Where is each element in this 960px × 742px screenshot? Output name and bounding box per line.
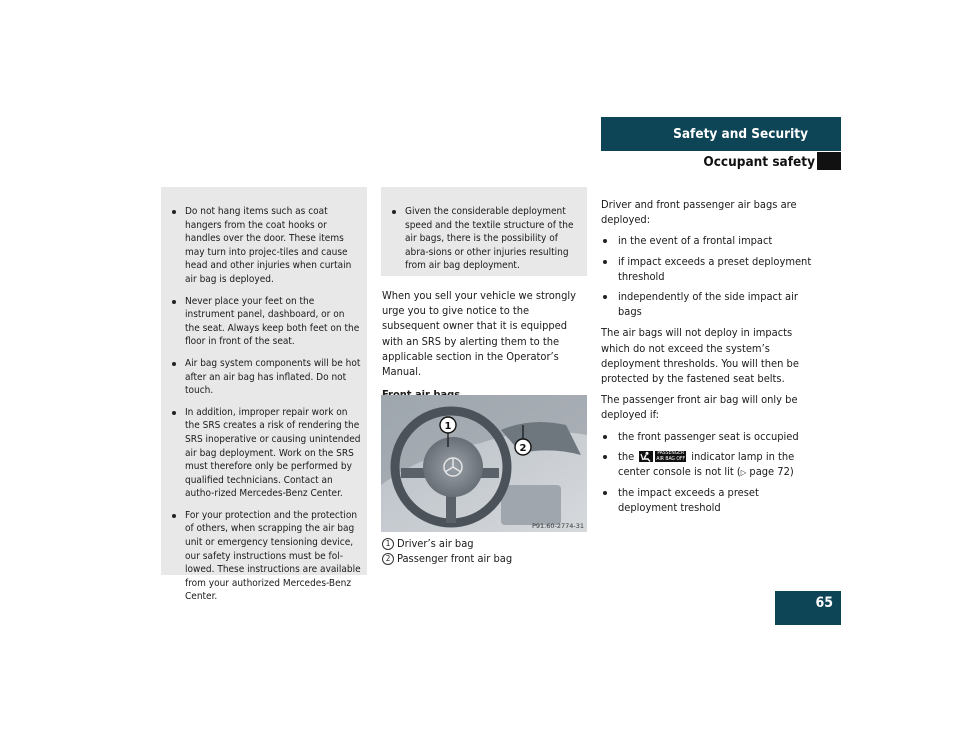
passenger-condition-intro: The passenger front air bag will only be deployed if: bbox=[601, 393, 798, 422]
condition-item-lamp bbox=[601, 449, 816, 480]
warning-item: Air bag system components will be hot after an air bag has inflated. Do not touch. bbox=[170, 357, 361, 398]
warning-item: In addition, improper repair work on the SRS creates a risk of rendering the SRS inoperative or causing unintended air bag deployment. Work on the SRS must therefore only be performed by qualified technicians. Contact an autho-rized Mercedes-Benz Center. bbox=[170, 406, 361, 501]
threshold-paragraph: The air bags will not deploy in impacts which do not exceed the system’s deployment thresholds. You will then be protected by the fastened seat belts. bbox=[601, 326, 799, 386]
warning-box-middle bbox=[381, 187, 587, 276]
warning-item: For your protection and the protection of others, when scrapping the air bag unit or emergency tensioning device, our safety instructions must be fol-lowed. These instructions are available from your authorized Mercedes-Benz Center. bbox=[170, 509, 361, 604]
column-middle bbox=[382, 288, 588, 408]
caption-row bbox=[382, 551, 588, 566]
caption-number: 2 bbox=[382, 553, 394, 565]
caption-row bbox=[382, 536, 588, 551]
seat-person-icon bbox=[639, 451, 653, 462]
warning-list-middle bbox=[390, 205, 581, 273]
section-header bbox=[601, 117, 841, 151]
section-title: Safety and Security bbox=[673, 126, 808, 142]
section-marker bbox=[817, 152, 841, 170]
deploy-list bbox=[601, 233, 816, 319]
condition-item: the front passenger seat is occupied bbox=[601, 429, 816, 444]
callout-label-2: 2 bbox=[519, 443, 527, 454]
figure-captions bbox=[382, 536, 588, 566]
passenger-conditions-list bbox=[601, 429, 816, 516]
figure-code: P91.60-2774-31 bbox=[531, 522, 584, 530]
condition-text-pre: the bbox=[618, 449, 635, 463]
sale-notice-paragraph: When you sell your vehicle we strongly urge you to give notice to the subsequent owner that it is equipped with an SRS by alerting them to the applicable section in the Operator’s Manual. bbox=[382, 289, 576, 379]
condition-text-post: indicator lamp in the center console is not lit ( bbox=[618, 449, 795, 479]
warning-box-left bbox=[161, 187, 367, 603]
caption-number: 1 bbox=[382, 538, 394, 550]
deploy-item: if impact exceeds a preset deployment threshold bbox=[601, 254, 816, 284]
deploy-item: in the event of a frontal impact bbox=[601, 233, 816, 248]
page-reference[interactable]: page 72) bbox=[749, 465, 794, 479]
warning-item: Do not hang items such as coat hangers from the coat hooks or handles over the door. These items may turn into projec-tiles and cause head and other injuries when curtain air bag is deployed. bbox=[170, 205, 361, 287]
warning-item: Given the considerable deployment speed and the textile structure of the air bags, there is the possibility of abra-sions or other injuries resulting from air bag deployment. bbox=[390, 205, 581, 273]
caption-text: Passenger front air bag bbox=[397, 552, 513, 566]
steering-wheel-figure bbox=[381, 395, 587, 532]
center-console bbox=[501, 485, 561, 525]
passenger-airbag-off-lamp-icon bbox=[639, 451, 686, 462]
page-ref-triangle-icon: ▷ bbox=[740, 468, 747, 478]
deploy-item: independently of the side impact air bags bbox=[601, 289, 816, 319]
deploy-intro: Driver and front passenger air bags are deployed: bbox=[601, 198, 797, 227]
column-right bbox=[601, 197, 816, 522]
condition-item: the impact exceeds a preset deployment treshold bbox=[601, 485, 816, 515]
warning-item: Never place your feet on the instrument panel, dashboard, or on the seat. Always keep both feet on the floor in front of the seat. bbox=[170, 295, 361, 349]
page-number: 65 bbox=[775, 591, 841, 625]
callout-label-1: 1 bbox=[444, 421, 452, 432]
warning-list-left bbox=[170, 205, 361, 604]
lamp-label: PASSENGER AIR BAG OFF bbox=[656, 450, 686, 462]
steering-wheel-illustration bbox=[381, 395, 587, 532]
subsection-title: Occupant safety bbox=[703, 154, 815, 170]
caption-text: Driver’s air bag bbox=[397, 537, 474, 550]
